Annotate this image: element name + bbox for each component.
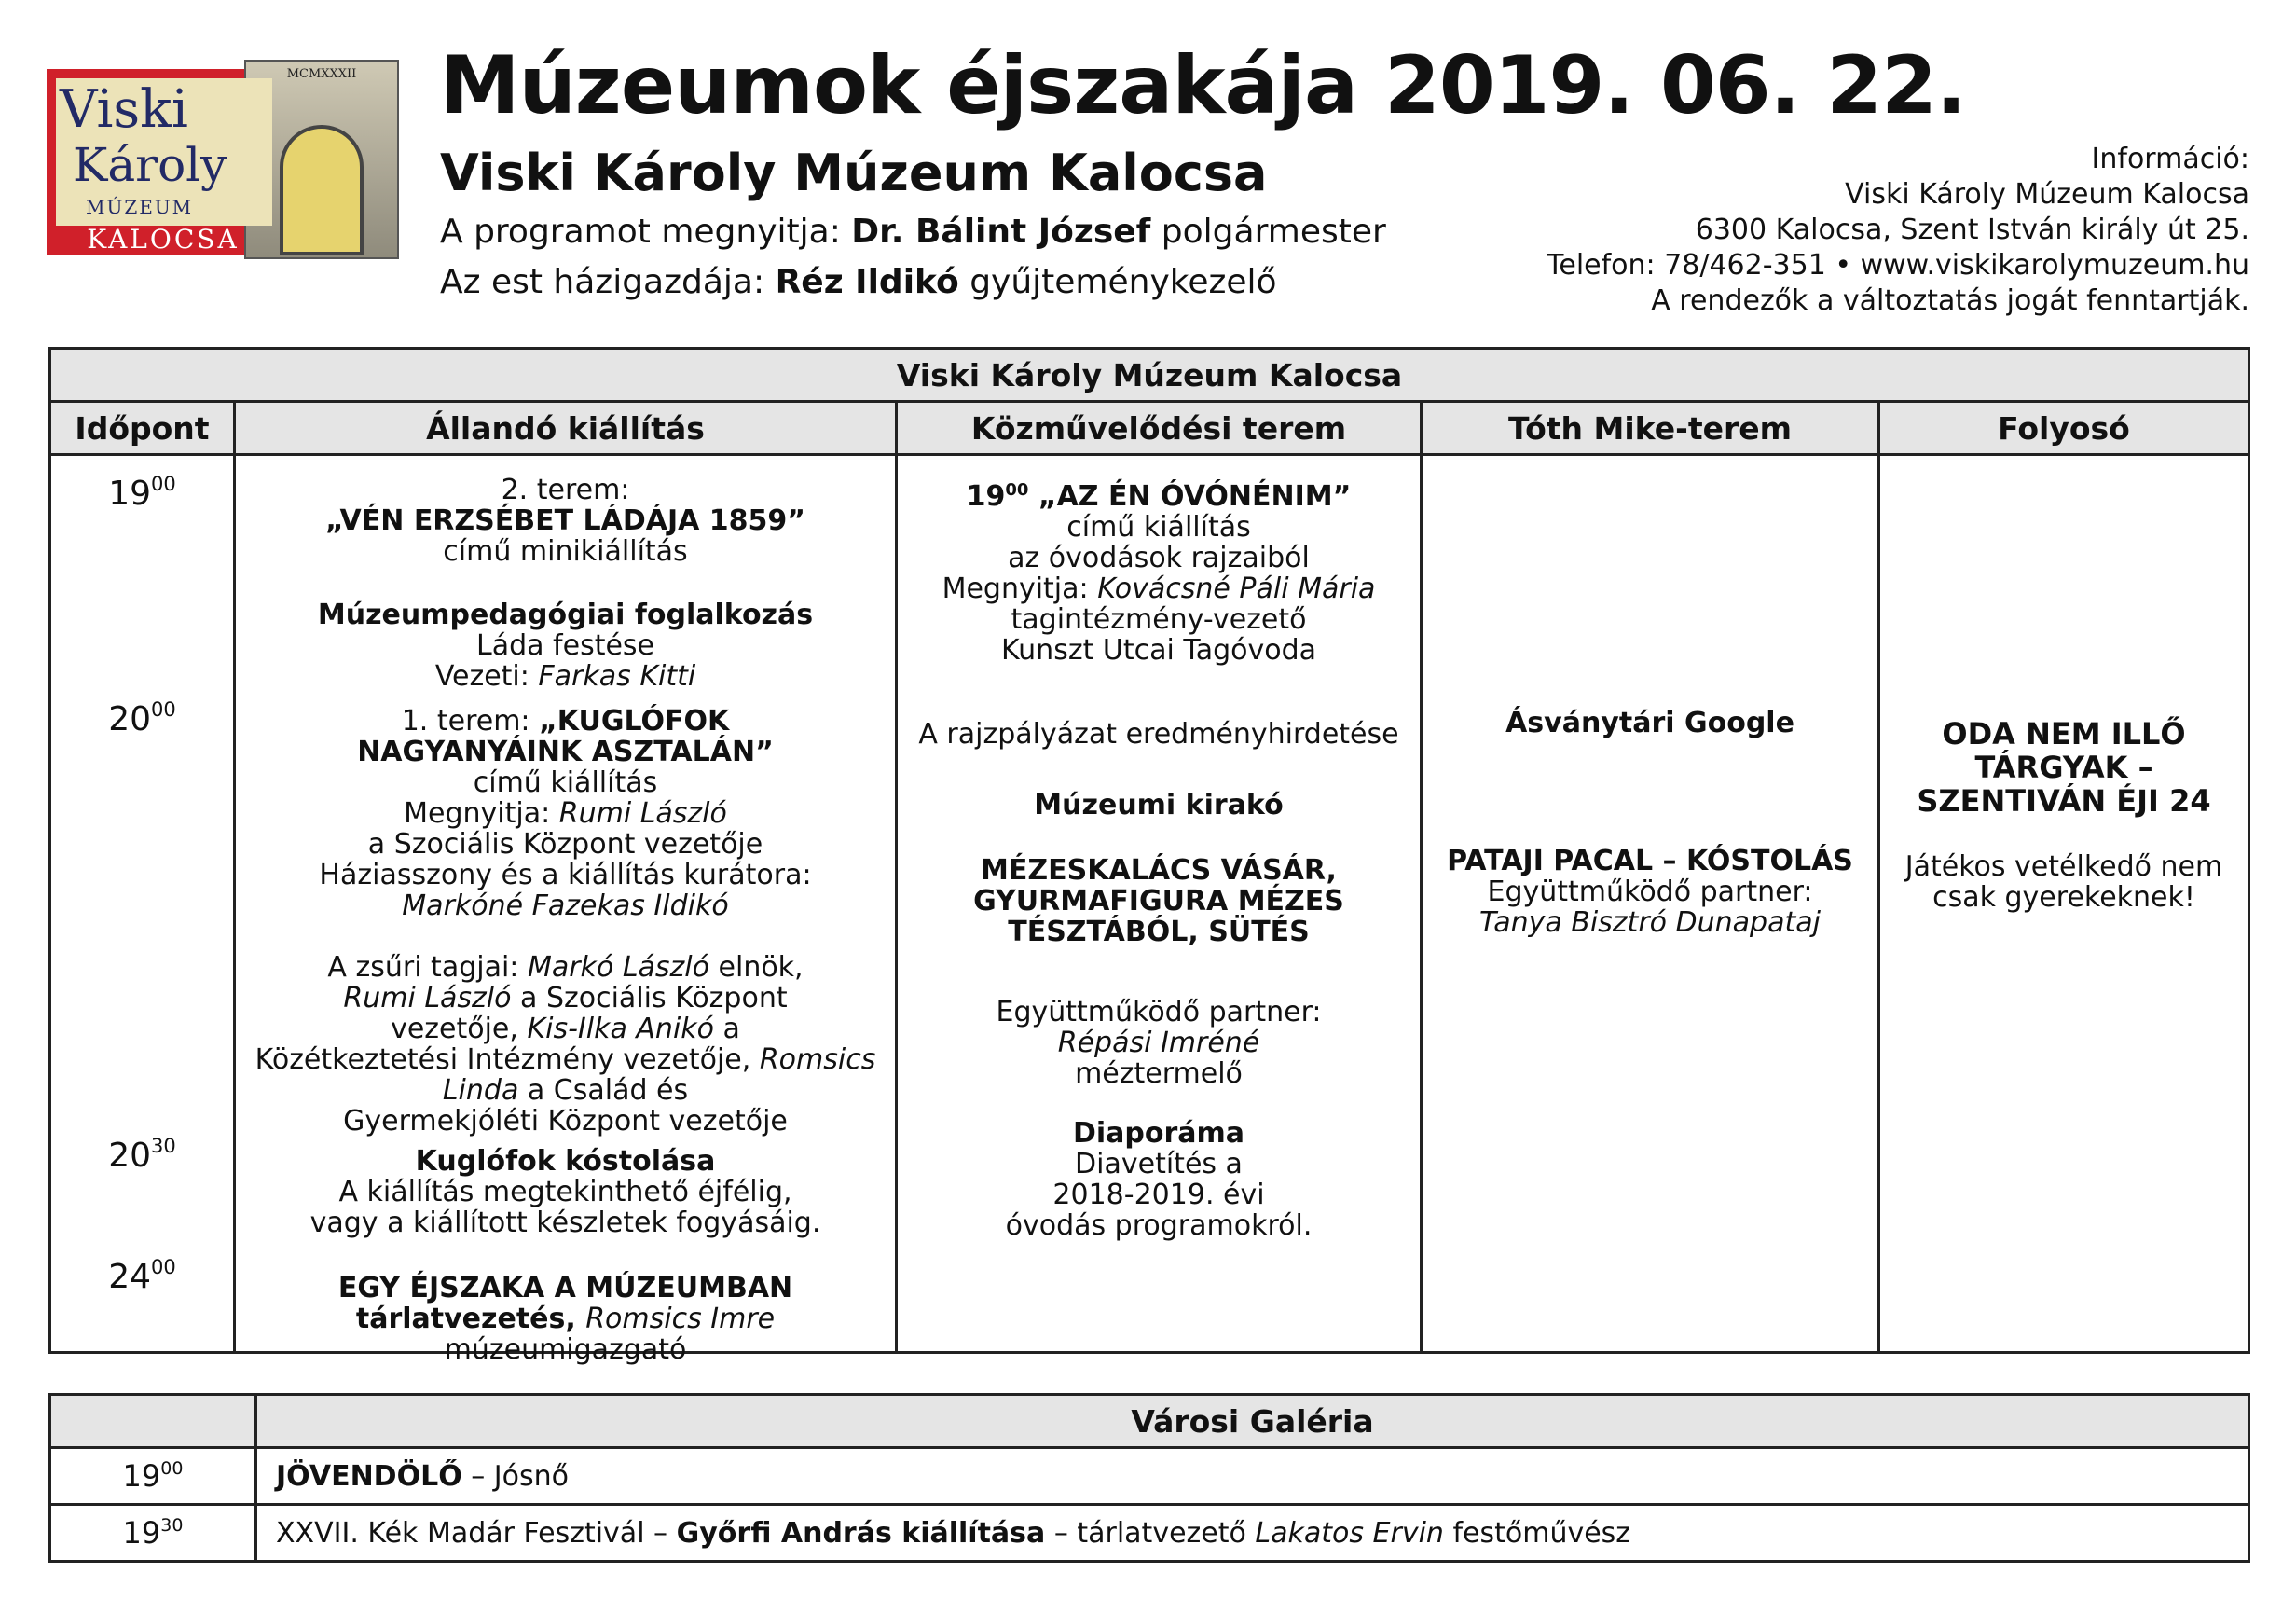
logo-line2: Károly bbox=[73, 138, 227, 192]
host-line bbox=[440, 263, 1277, 301]
gallery-corner bbox=[50, 1395, 256, 1448]
folyoso-cell bbox=[1879, 455, 2249, 1353]
folyoso-block-a: ODA NEM ILLŐ TÁRGYAK – SZENTIVÁN ÉJI 24 bbox=[1917, 716, 2211, 819]
kozmuv-block-c: Múzeumi kirakó bbox=[1034, 789, 1284, 821]
allando-cell bbox=[235, 455, 897, 1366]
opener-prefix: A programot megnyitja: bbox=[440, 213, 852, 251]
allando-block-a: 2. terem: „VÉN ERZSÉBET LÁDÁJA 1859” című minikiállítás bbox=[324, 474, 806, 568]
page-subtitle: Viski Károly Múzeum Kalocsa bbox=[440, 144, 1268, 202]
allando-block-b: Múzeumpedagógiai foglalkozás Láda festése Vezeti: Farkas Kitti bbox=[317, 599, 814, 693]
col-allando: Állandó kiállítás bbox=[235, 402, 897, 455]
col-toth: Tóth Mike-terem bbox=[1422, 402, 1879, 455]
folyoso-block-b: Játékos vetélkedő nem csak gyerekeknek! bbox=[1904, 850, 2223, 914]
times-cell bbox=[50, 455, 235, 1353]
host-prefix: Az est házigazdája: bbox=[440, 263, 776, 301]
info-address: 6300 Kalocsa, Szent István király út 25. bbox=[1695, 214, 2249, 246]
program-table bbox=[48, 347, 2250, 1366]
page-title: Múzeumok éjszakája 2019. 06. 22. bbox=[440, 39, 1966, 132]
col-idopont: Időpont bbox=[50, 402, 235, 455]
toth-block-a: Ásványtári Google bbox=[1505, 707, 1794, 739]
table-caption: Viski Károly Múzeum Kalocsa bbox=[50, 349, 2249, 402]
gallery-time-1: $19^{00}$ bbox=[50, 1448, 256, 1505]
logo-door-icon bbox=[280, 125, 364, 255]
gallery-table bbox=[48, 1393, 2250, 1563]
col-folyoso: Folyosó bbox=[1879, 402, 2249, 455]
kozmuv-block-d: MÉZESKALÁCS VÁSÁR, GYURMAFIGURA MÉZES TÉSZTÁBÓL, SÜTÉS bbox=[973, 854, 1344, 948]
allando-block-f: EGY ÉJSZAKA A MÚZEUMBAN tárlatvezetés, Romsics Imre múzeumigazgató bbox=[337, 1272, 793, 1366]
time-2000: $20^{00}$ bbox=[108, 698, 176, 738]
toth-block-b: PATAJI PACAL – KÓSTOLÁS Együttműködő partner: Tanya Bisztró Dunapataj bbox=[1447, 845, 1853, 939]
gallery-row-1: JÖVENDÖLŐ – Jósnő bbox=[256, 1448, 2249, 1505]
opener-name: Dr. Bálint József bbox=[851, 213, 1151, 251]
host-role: gyűjteménykezelő bbox=[958, 263, 1277, 301]
allando-block-d: A zsűri tagjai: Markó László elnök, Rumi László a Szociális Központ vezetője, Kis-Ilka Anikó a Közétkeztetési Intézmény vezetője, Romsics Linda a Család és Gyermekjóléti Központ vezetője bbox=[254, 951, 876, 1138]
gallery-row-2: XXVII. Kék Madár Fesztivál – Győrfi András kiállítása – tárlatvezető Lakatos Ervin festőművész bbox=[256, 1505, 2249, 1562]
allando-block-e: Kuglófok kóstolása A kiállítás megtekinthető éjfélig, vagy a kiállított készletek fogyásáig. bbox=[309, 1145, 821, 1239]
info-museum: Viski Károly Múzeum Kalocsa bbox=[1845, 178, 2249, 211]
kozmuv-block-a: $19^{00}$ „AZ ÉN ÓVÓNÉNIM” című kiállítás az óvodások rajzaiból Megnyitja: Kovácsné Páli Mária tagintézmény-vezető Kunszt Utcai Tagóvoda bbox=[942, 480, 1376, 667]
gallery-time-2: $19^{30}$ bbox=[50, 1505, 256, 1562]
allando-block-c: 1. terem: „KUGLÓFOK NAGYANYÁINK ASZTALÁN” című kiállítás Megnyitja: Rumi László a Szociális Központ vezetője Háziasszony és a kiállítás kurátora: Markóné Fazekas Ildikó bbox=[319, 705, 812, 922]
kozmuv-block-b: A rajzpályázat eredményhirdetése bbox=[918, 718, 1399, 751]
opener-line bbox=[440, 213, 1386, 251]
museum-logo bbox=[47, 60, 401, 259]
info-contact[interactable]: Telefon: 78/462-351 • www.viskikarolymuzeum.hu bbox=[1547, 249, 2249, 282]
time-2030: $20^{30}$ bbox=[108, 1135, 176, 1175]
info-disclaimer: A rendezők a változtatás jogát fenntartják. bbox=[1651, 284, 2249, 317]
info-block bbox=[1547, 142, 2249, 319]
col-kozmuv: Közművelődési terem bbox=[897, 402, 1422, 455]
host-name: Réz Ildikó bbox=[775, 263, 959, 301]
logo-roman-year: MCMXXXII bbox=[286, 67, 357, 81]
toth-cell bbox=[1422, 455, 1879, 1353]
logo-line4: KALOCSA bbox=[87, 224, 240, 255]
time-2400: $24^{00}$ bbox=[108, 1256, 176, 1296]
logo-line1: Viski bbox=[60, 79, 188, 140]
info-label: Információ: bbox=[2091, 143, 2249, 175]
kozmuv-block-f: Diaporáma Diavetítés a 2018-2019. évi óvodás programokról. bbox=[1005, 1117, 1313, 1242]
kozmuv-block-e: Együttműködő partner: Répási Imréné méztermelő bbox=[996, 996, 1322, 1090]
logo-line3: MÚZEUM bbox=[86, 196, 194, 218]
opener-role: polgármester bbox=[1150, 213, 1386, 251]
gallery-caption: Városi Galéria bbox=[256, 1395, 2249, 1448]
kozmuv-cell bbox=[897, 455, 1422, 1353]
time-1900: $19^{00}$ bbox=[108, 473, 176, 513]
